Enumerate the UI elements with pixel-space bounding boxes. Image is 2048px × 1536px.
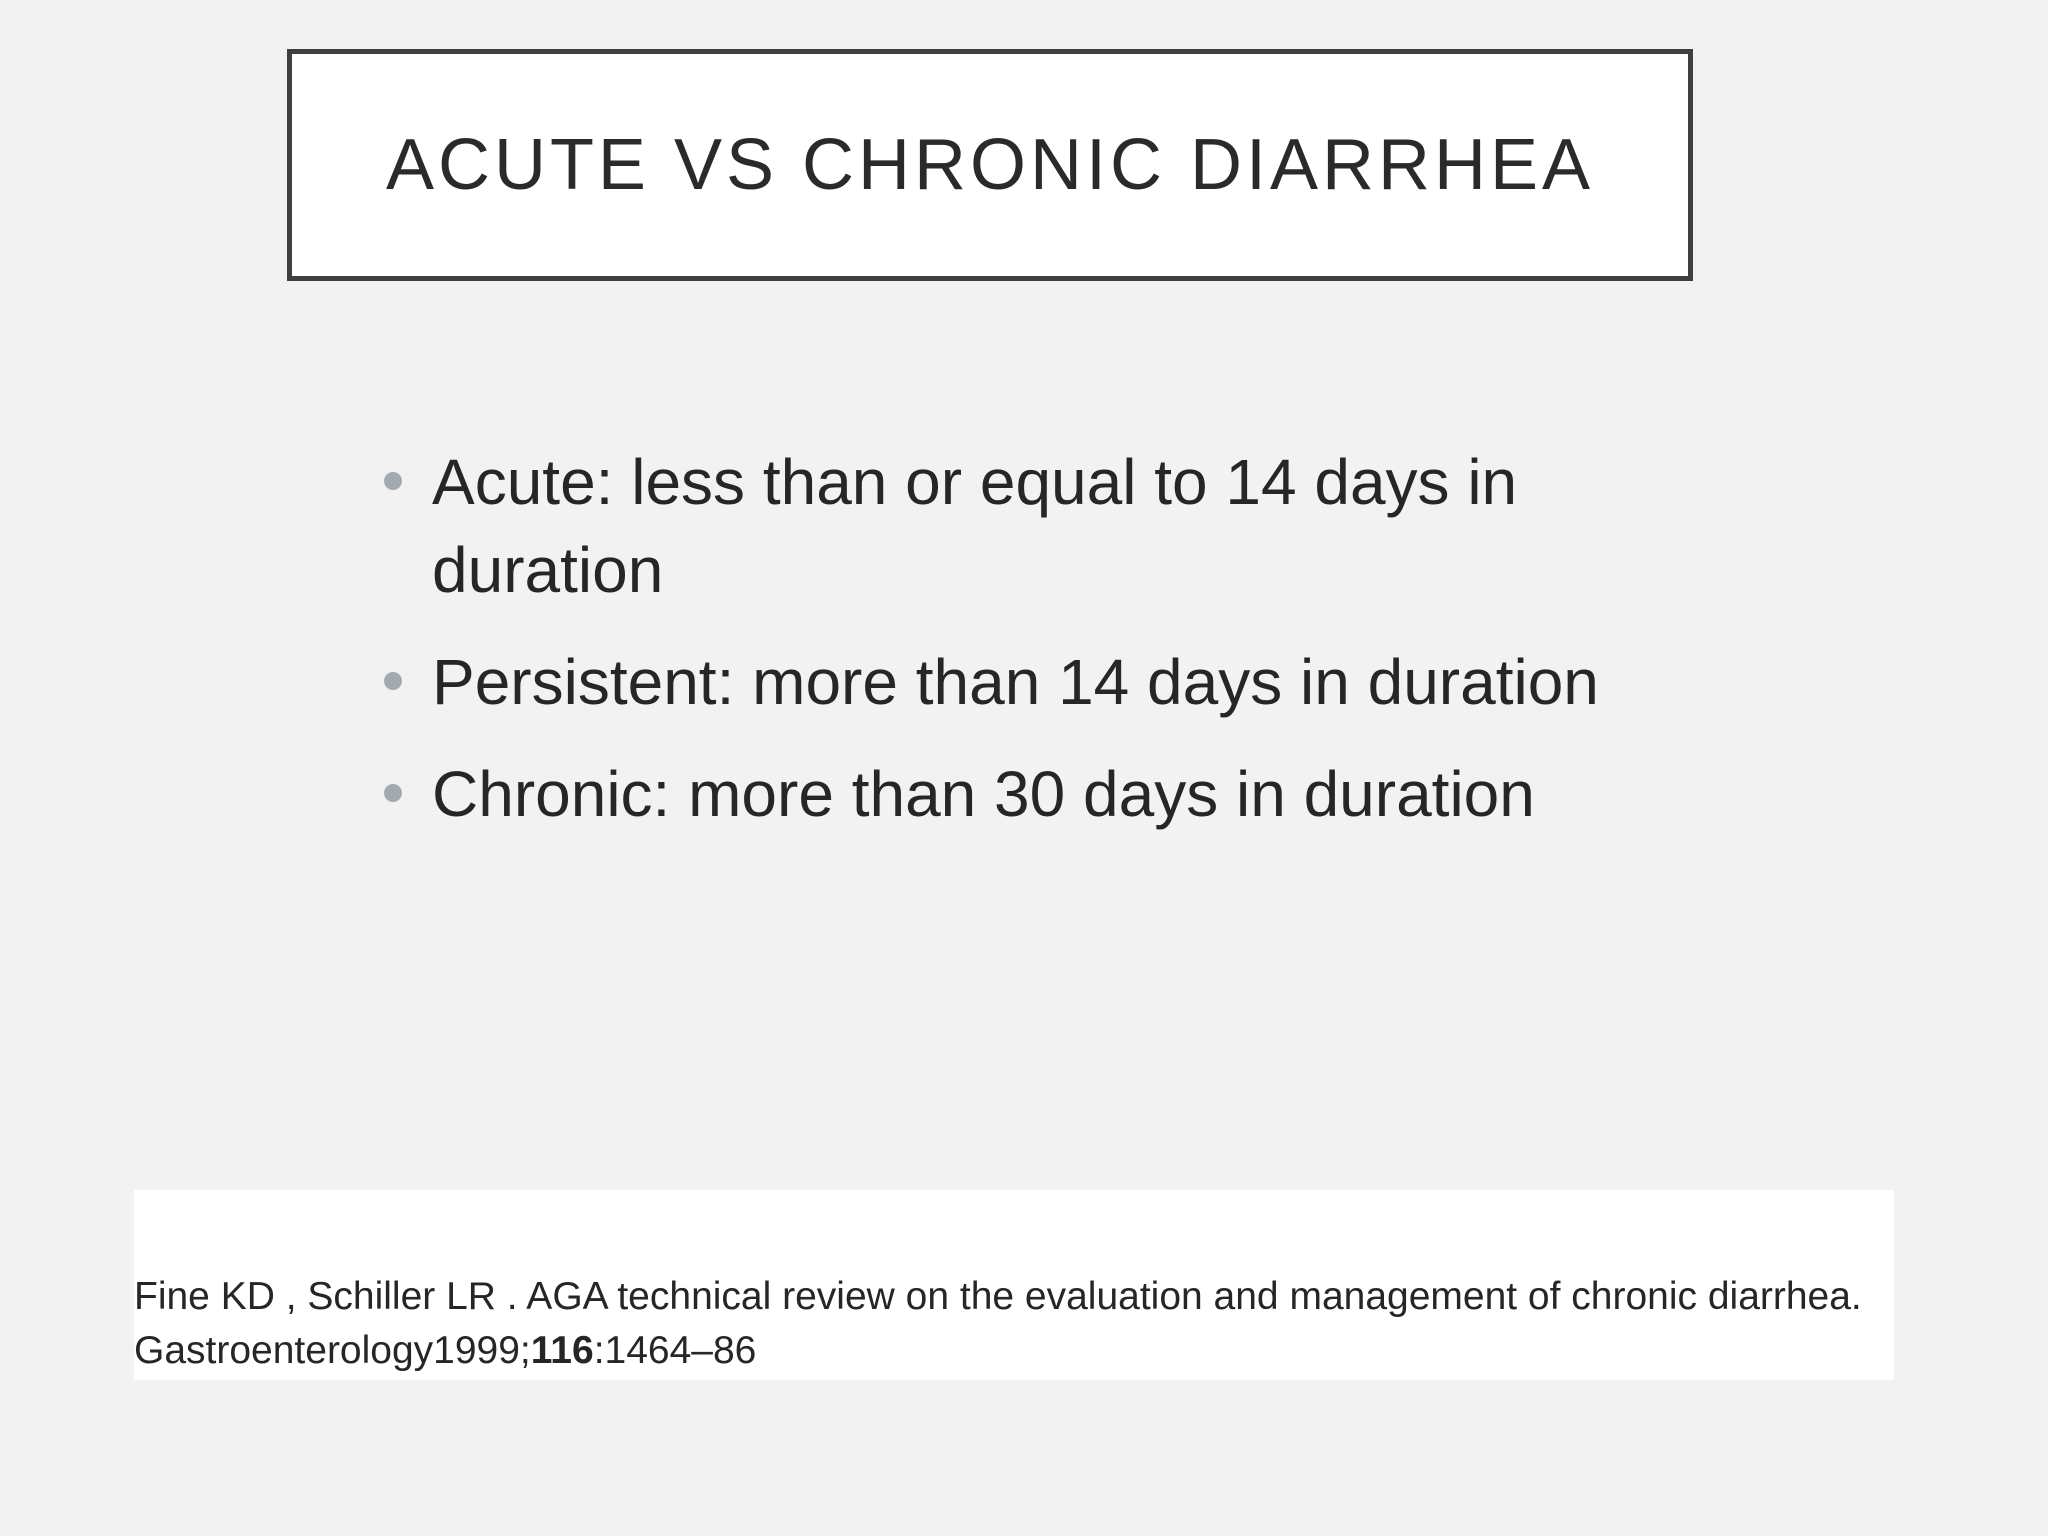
bullet-list: [372, 438, 1672, 862]
bullet-dot-icon: [384, 672, 402, 690]
bullet-item-acute: [372, 438, 1672, 614]
bullet-item-chronic: [372, 750, 1672, 838]
bullet-dot-icon: [384, 784, 402, 802]
bullet-text: Acute: less than or equal to 14 days in duration: [432, 446, 1518, 606]
reference-text: Fine KD , Schiller LR . AGA technical review on the evaluation and management of chronic diarrhea. Gastroenterology1999;: [134, 1275, 1862, 1372]
slide-title: ACUTE VS CHRONIC DIARRHEA: [385, 125, 1595, 205]
reference-volume: 116: [530, 1329, 594, 1372]
bullet-text: Persistent: more than 14 days in duration: [432, 646, 1599, 718]
reference-citation: [134, 1270, 1894, 1378]
reference-pages: :1464–86: [593, 1329, 757, 1372]
reference-box: [134, 1190, 1894, 1380]
title-box: [287, 49, 1693, 281]
bullet-item-persistent: [372, 638, 1672, 726]
bullet-text: Chronic: more than 30 days in duration: [432, 758, 1535, 830]
bullet-dot-icon: [384, 472, 402, 490]
